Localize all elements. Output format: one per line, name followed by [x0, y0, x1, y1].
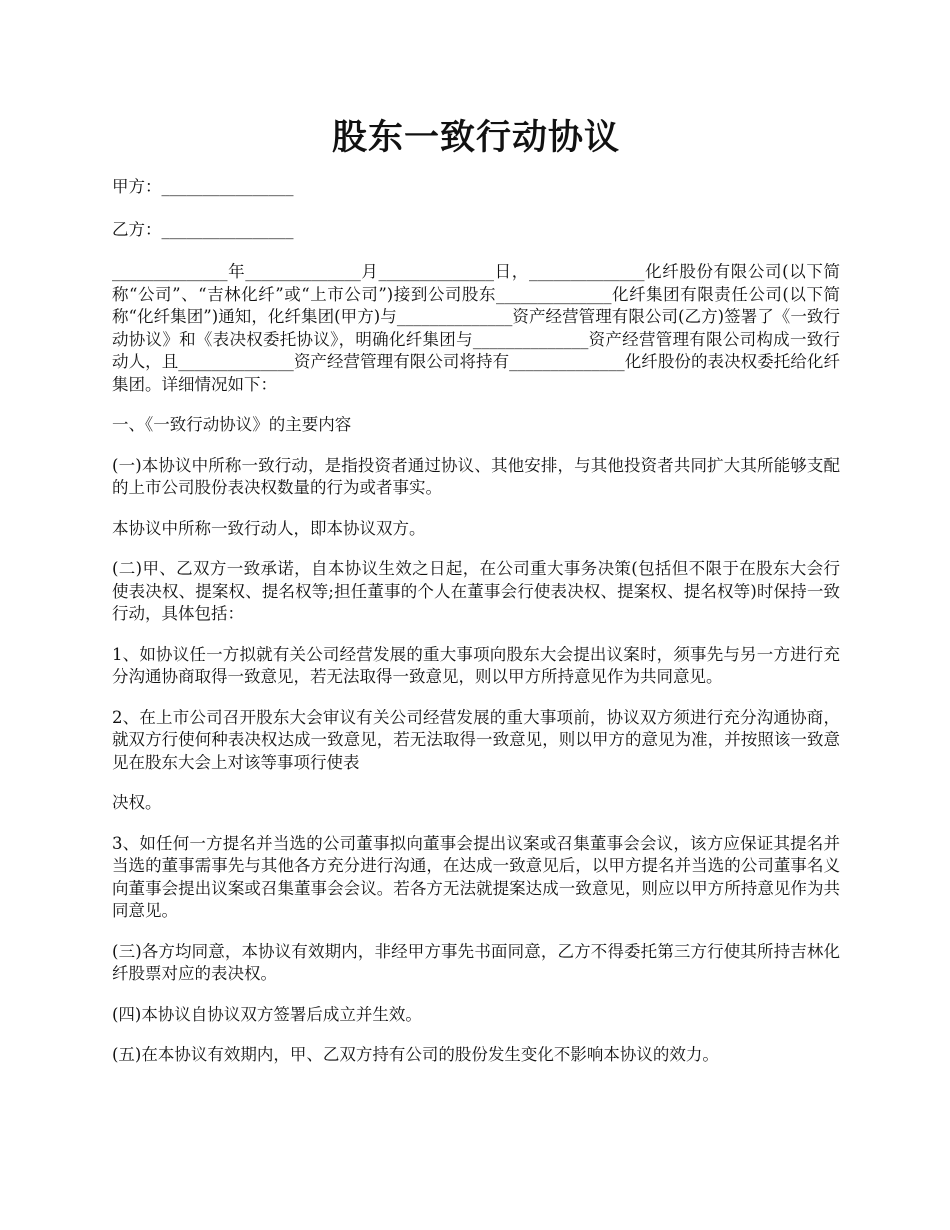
party-a-line: 甲方：________________ — [112, 177, 294, 196]
document-title: 股东一致行动协议 — [331, 117, 620, 158]
clause-5: (五)在本协议有效期内，甲、乙双方持有公司的股份发生变化不影响本协议的效力。 — [112, 1045, 719, 1064]
clause-1: (一)本协议中所称一致行动，是指投资者通过协议、其他安排，与其他投资者共同扩大其所能够支配的上市公司股份表决权数量的行为或者事实。 — [112, 455, 840, 497]
clause-2-item-2-cont: 决权。 — [112, 793, 162, 812]
clause-2-item-2: 2、在上市公司召开股东大会审议有关公司经营发展的重大事项前，协议双方须进行充分沟通协商，就双方行使何种表决权达成一致意见，若无法取得一致意见，则以甲方的意见为准，并按照该一致意见在股东大会上对该等事项行使表 — [112, 707, 840, 772]
clause-3: (三)各方均同意，本协议有效期内，非经甲方事先书面同意，乙方不得委托第三方行使其所持吉林化纤股票对应的表决权。 — [112, 941, 840, 983]
intro-paragraph: ______________年______________月______________日，______________化纤股份有限公司(以下简称“公司”、“吉林化纤”或“上市公司”)接到公司股东______________化纤集团有限责任公司(以下简称“化纤集团”)通知，化纤集团(甲方)与______________资产经营管理有限公司(乙方)签署了《一致行动协议》和《表决权委托协议》，明确化纤集团与______________资产经营管理有限公司构成一致行动人，且______________资产经营管理有限公司将持有______________化纤股份的表决权委托给化纤集团。详细情况如下： — [112, 262, 840, 394]
clause-2: (二)甲、乙双方一致承诺，自本协议生效之日起，在公司重大事务决策(包括但不限于在股东大会行使表决权、提案权、提名权等;担任董事的个人在董事会行使表决权、提案权、提名权等)时保持一致行动，具体包括： — [112, 559, 840, 623]
section-heading: 一、《一致行动协议》的主要内容 — [112, 415, 352, 434]
clause-2-item-1: 1、如协议任一方拟就有关公司经营发展的重大事项向股东大会提出议案时，须事先与另一方进行充分沟通协商取得一致意见，若无法取得一致意见，则以甲方所持意见作为共同意见。 — [112, 644, 840, 686]
document-body — [112, 176, 840, 1085]
party-b-line: 乙方：________________ — [112, 219, 294, 239]
clause-1-note: 本协议中所称一致行动人，即本协议双方。 — [112, 518, 426, 538]
clause-2-item-3: 3、如任何一方提名并当选的公司董事拟向董事会提出议案或召集董事会会议，该方应保证其提名并当选的董事需事先与其他各方充分进行沟通，在达成一致意见后，以甲方提名并当选的公司董事名义向董事会提出议案或召集董事会会议。若各方无法就提案达成一致意见，则应以甲方所持意见作为共同意见。 — [112, 833, 840, 920]
clause-4: (四)本协议自协议双方签署后成立并生效。 — [112, 1004, 422, 1024]
